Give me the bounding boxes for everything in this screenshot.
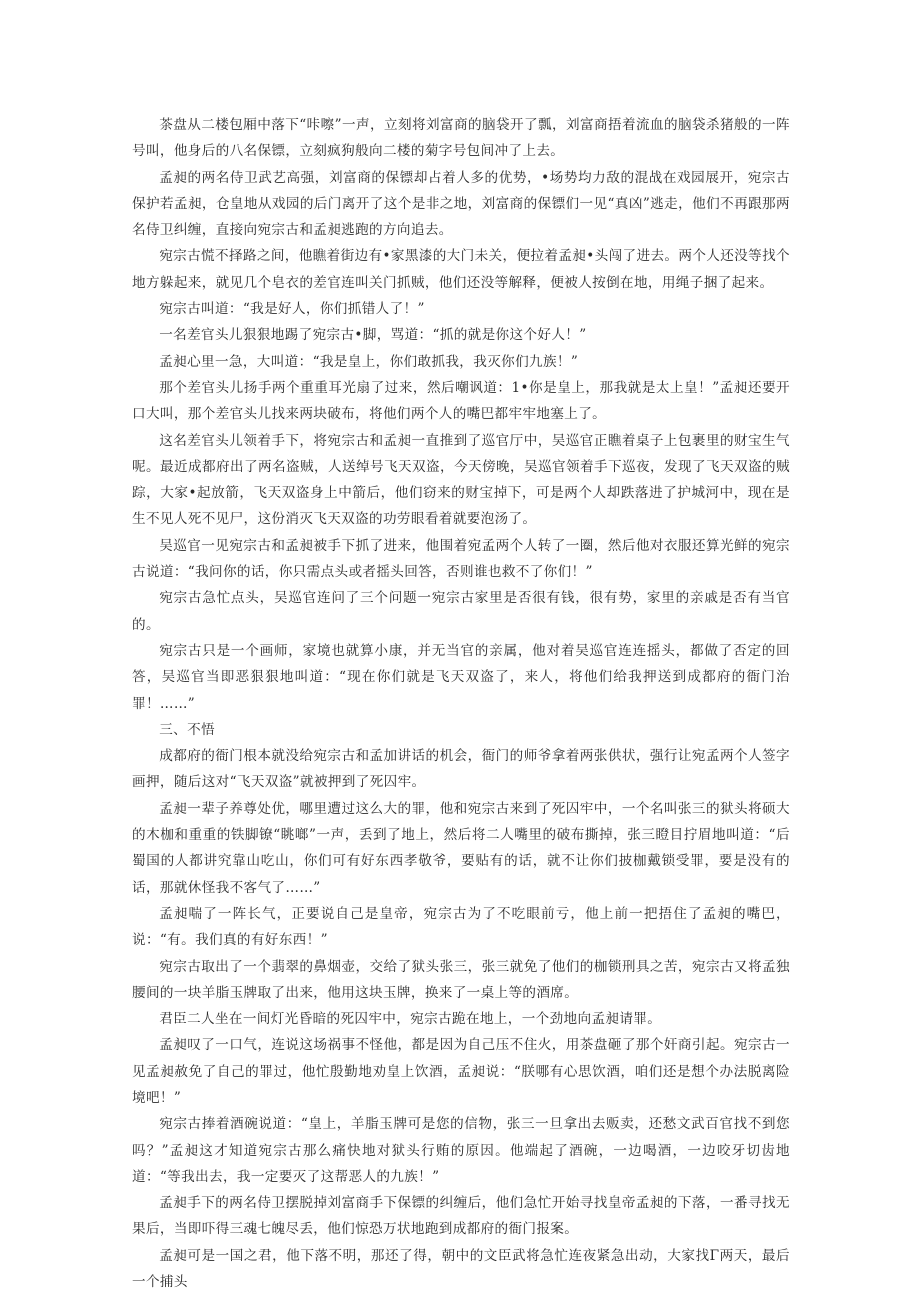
paragraph: 宛宗古叫道：“我是好人，你们抓错人了！” — [159, 301, 425, 318]
paragraph: 宛宗古急忙点头，吴巡官连问了三个问题一宛宗古家里是否很有钱，很有势，家里的亲戚是否有当官的。 — [132, 590, 790, 633]
paragraph: 宛宗古取出了一个翡翠的鼻烟壶，交给了狱头张三，张三就免了他们的枷锁刑具之苦，宛宗古又将孟独腰间的一块羊脂玉牌取了出来，他用这块玉牌，换来了一桌上等的酒席。 — [132, 958, 790, 1001]
paragraph: 孟昶心里一急，大叫道：“我是皇上，你们敢抓我，我灭你们九族！” — [159, 353, 579, 370]
paragraph: 茶盘从二楼包厢中落下“咔嚓”一声，立刻将刘富商的脑袋开了瓢，刘富商捂着流血的脑袋杀猪般的一阵号叫，他身后的八名保镖，立刻疯狗般向二楼的菊字号包间冲了上去。 — [132, 117, 790, 160]
paragraph: 宛宗古捧着酒碗说道：“皇上，羊脂玉牌可是您的信物，张三一旦拿出去贩卖，还愁文武百官找不到您吗？”孟昶这才知道宛宗古那么痛快地对狱头行贿的原因。他端起了酒碗，一边喝酒，一边咬牙切齿地道：“等我出去，我一定要灭了这帮恶人的九族！” — [132, 1116, 790, 1185]
paragraph: 一名差官头儿狠狠地踢了宛宗古•脚，骂道：“抓的就是你这个好人！” — [159, 327, 587, 344]
paragraph: 那个差官头儿扬手两个重重耳光扇了过来，然后嘲讽道：1•你是皇上，那我就是太上皇！”孟昶还要开口大叫，那个差官头儿找来两块破布，将他们两个人的嘴巴都牢牢地塞上了。 — [132, 379, 790, 423]
paragraph: 宛宗古只是一个画师，家境也就算小康，并无当官的亲属，他对着吴巡官连连摇头，都做了否定的回答，吴巡官当即恶狠狠地叫道：“现在你们就是飞天双盗了，来人，将他们给我押送到成都府的衙门治罪！……” — [132, 642, 790, 712]
document-body — [132, 112, 790, 1295]
paragraph: 孟昶叹了一口气，连说这场祸事不怪他，都是因为自己压不住火，用茶盘砸了那个奸商引起。宛宗古一见孟昶赦免了自己的罪过，他忙殷勤地劝皇上饮酒，孟昶说：“朕哪有心思饮酒，咱们还是想个办法脱离险境吧！” — [132, 1037, 790, 1106]
paragraph: 宛宗古慌不择路之间，他瞧着街边有•家黑漆的大门未关，便拉着孟昶•头闯了进去。两个人还没等找个地方躲起来，就见几个皂衣的差官连叫关门抓贼，他们还没等解释，便被人按倒在地，用绳子捆了起来。 — [132, 248, 790, 291]
paragraph: 孟昶喘了一阵长气，正要说自己是皇帝，宛宗古为了不吃眼前亏，他上前一把捂住了孟昶的嘴巴，说：“有。我们真的有好东西！” — [132, 905, 790, 949]
paragraph: 孟昶手下的两名侍卫摆脱掉刘富商手下保镖的纠缠后，他们急忙开始寻找皇帝孟昶的下落，一番寻找无果后，当即吓得三魂七魄尽丢，他们惊恐万状地跑到成都府的衙门报案。 — [132, 1195, 790, 1238]
paragraph: 吴巡官一见宛宗古和孟昶被手下抓了进来，他围着宛孟两个人转了一圈，然后他对衣服还算光鲜的宛宗古说道：“我问你的话，你只需点头或者摇头回答，否则谁也救不了你们！” — [132, 537, 790, 581]
paragraph: 孟昶可是一国之君，他下落不明，那还了得，朝中的文臣武将急忙连夜紧急出动，大家找Γ两天，最后一个捕头 — [132, 1247, 790, 1291]
paragraph: 成都府的衙门根本就没给宛宗古和孟加讲话的机会，衙门的师爷拿着两张供状，强行让宛孟两个人签字画押，随后这对“飞天双盗”就被押到了死囚牢。 — [132, 748, 790, 791]
paragraph: 孟昶的两名侍卫武艺高强，刘富商的保镖却占着人多的优势，•场势均力敌的混战在戏园展开，宛宗古保护若孟昶，仓皇地从戏园的后门离开了这个是非之地，刘富商的保镖们一见“真凶”逃走，他们不再跟那两名侍卫纠缠，直接向宛宗古和孟昶逃跑的方向追去。 — [132, 169, 790, 239]
paragraph: 这名差官头儿领着手下，将宛宗古和孟昶一直推到了巡官厅中，吴巡官正瞧着桌子上包裹里的财宝生气呢。最近成都府出了两名盗贼，人送绰号飞天双盗，今天傍晚，吴巡官领着手下巡夜，发现了飞天双盗的贼踪，大家•起放箭，飞天双盗身上中箭后，他们窃来的财宝掉下，可是两个人却跌落进了护城河中，现在是生不见人死不见尸，这份消灭飞天双盗的功劳眼看着就要泡汤了。 — [132, 432, 790, 528]
paragraph: 君臣二人坐在一间灯光昏暗的死囚牢中，宛宗古跪在地上，一个劲地向孟昶请罪。 — [159, 1011, 662, 1028]
section-heading: 三、不悟 — [159, 721, 215, 738]
paragraph: 孟昶一辈子养尊处优，哪里遭过这么大的罪，他和宛宗古来到了死囚牢中，一个名叫张三的狱头将硕大的木枷和重重的铁脚镣“眺啷”一声，丢到了地上，然后将二人嘴里的破布撕掉，张三瞪目拧眉地叫道：“后蜀国的人都讲究靠山吃山，你们可有好东西孝敬爷，要贴有的话，就不让你们披枷戴锁受罪，要是没有的话，那就休怪我不客气了……” — [132, 800, 790, 896]
